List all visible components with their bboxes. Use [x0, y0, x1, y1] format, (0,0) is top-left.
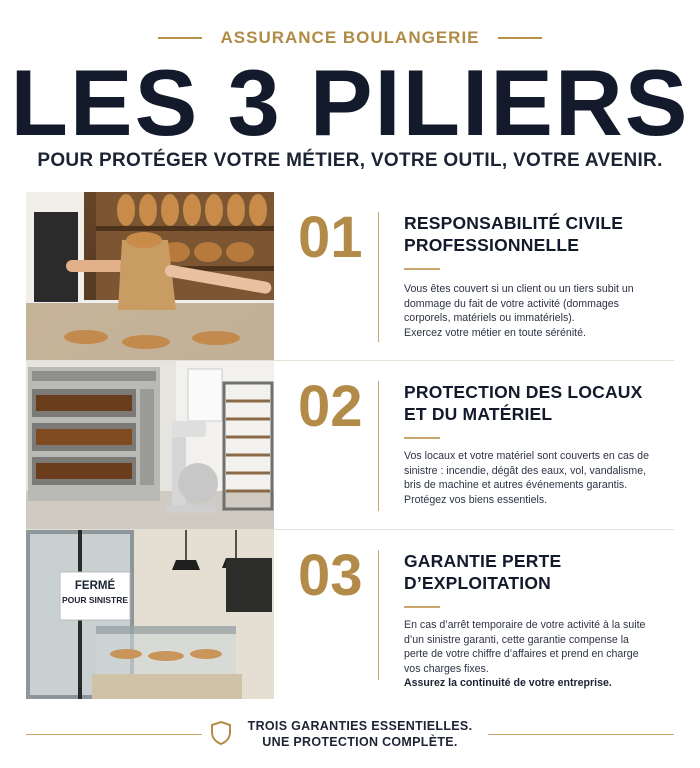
pillar-3-desc-text: En cas d’arrêt temporaire de votre activité à la suite d’un sinistre garanti, cette garantie compense la perte de votre chiffre d’affaires et prend en charge vos charges fixes.: [404, 619, 646, 675]
pillar-2-title-line2: ET DU MATÉRIEL: [404, 404, 553, 424]
kicker-text: ASSURANCE BOULANGERIE: [220, 28, 480, 47]
pillar-1-info: [274, 192, 674, 360]
pillar-1-title: [404, 212, 644, 256]
pillar-3-photo-closed-shop: [26, 530, 274, 699]
footer-text: [240, 718, 480, 750]
closed-sign: [60, 578, 130, 606]
pillar-3-info: [274, 530, 674, 699]
footer-line2: UNE PROTECTION COMPLÈTE.: [262, 735, 458, 749]
pillar-2-info: [274, 361, 674, 529]
pillar-2-title: [404, 381, 644, 425]
pillar-3-description: [404, 618, 652, 691]
pillar-3-closing: Assurez la continuité de votre entreprise.: [404, 677, 612, 690]
closed-sign-line2: POUR SINISTRE: [61, 595, 129, 605]
pillar-3: [26, 530, 674, 699]
pillar-2: [26, 361, 674, 530]
closed-sign-line1: FERMÉ: [74, 580, 116, 592]
footer: [0, 716, 700, 760]
pillar-3-number: 03: [298, 543, 363, 608]
pillar-2-desc-text: Vos locaux et votre matériel sont couverts en cas de sinistre : incendie, dégât des eaux, vol, vandalisme, bris de machine et autres événements garantis.: [404, 450, 649, 492]
pillar-2-title-line1: PROTECTION DES LOCAUX: [404, 382, 643, 402]
pillar-3-divider: [378, 550, 379, 680]
pillar-1-desc-text: Vous êtes couvert si un client ou un tiers subit un dommage du fait de votre activité (dommages corporels, matériels ou immatériels).: [404, 283, 634, 325]
pillar-1-title-line2: PROFESSIONNELLE: [404, 235, 580, 255]
pillar-1-photo-bakery-counter: [26, 192, 274, 360]
pillar-1-closing: Exercez votre métier en toute sérénité.: [404, 326, 586, 339]
pillar-3-dash: [404, 606, 440, 608]
pillar-2-number: 02: [298, 374, 363, 439]
pillar-2-description: [404, 449, 652, 507]
pillars-list: [26, 192, 674, 700]
pillar-2-dash: [404, 437, 440, 439]
pillar-1: [26, 192, 674, 361]
pillar-1-dash: [404, 268, 440, 270]
pillar-1-divider: [378, 212, 379, 342]
kicker-left-line: [158, 37, 202, 39]
footer-right-line: [488, 734, 674, 735]
page-subtitle: POUR PROTÉGER VOTRE MÉTIER, VOTRE OUTIL, VOTRE AVENIR.: [37, 150, 663, 171]
pillar-1-title-line1: RESPONSABILITÉ CIVILE: [404, 213, 624, 233]
pillar-1-number: 01: [298, 205, 363, 270]
footer-left-line: [26, 734, 202, 735]
shield-icon: [210, 720, 232, 746]
pillar-3-title-line1: GARANTIE PERTE: [404, 551, 562, 571]
header-kicker-row: [0, 28, 700, 48]
pillar-3-title-line2: D’EXPLOITATION: [404, 573, 552, 593]
kicker-right-line: [498, 37, 542, 39]
footer-line1: TROIS GARANTIES ESSENTIELLES.: [247, 719, 473, 733]
pillar-3-title: [404, 550, 644, 594]
pillar-2-photo-bakery-equipment: [26, 361, 274, 529]
pillar-1-description: [404, 282, 652, 340]
pillar-2-closing: Protégez vos biens essentiels.: [404, 493, 548, 506]
pillar-2-divider: [378, 381, 379, 511]
page-title: LES 3 PILIERS: [10, 50, 690, 155]
